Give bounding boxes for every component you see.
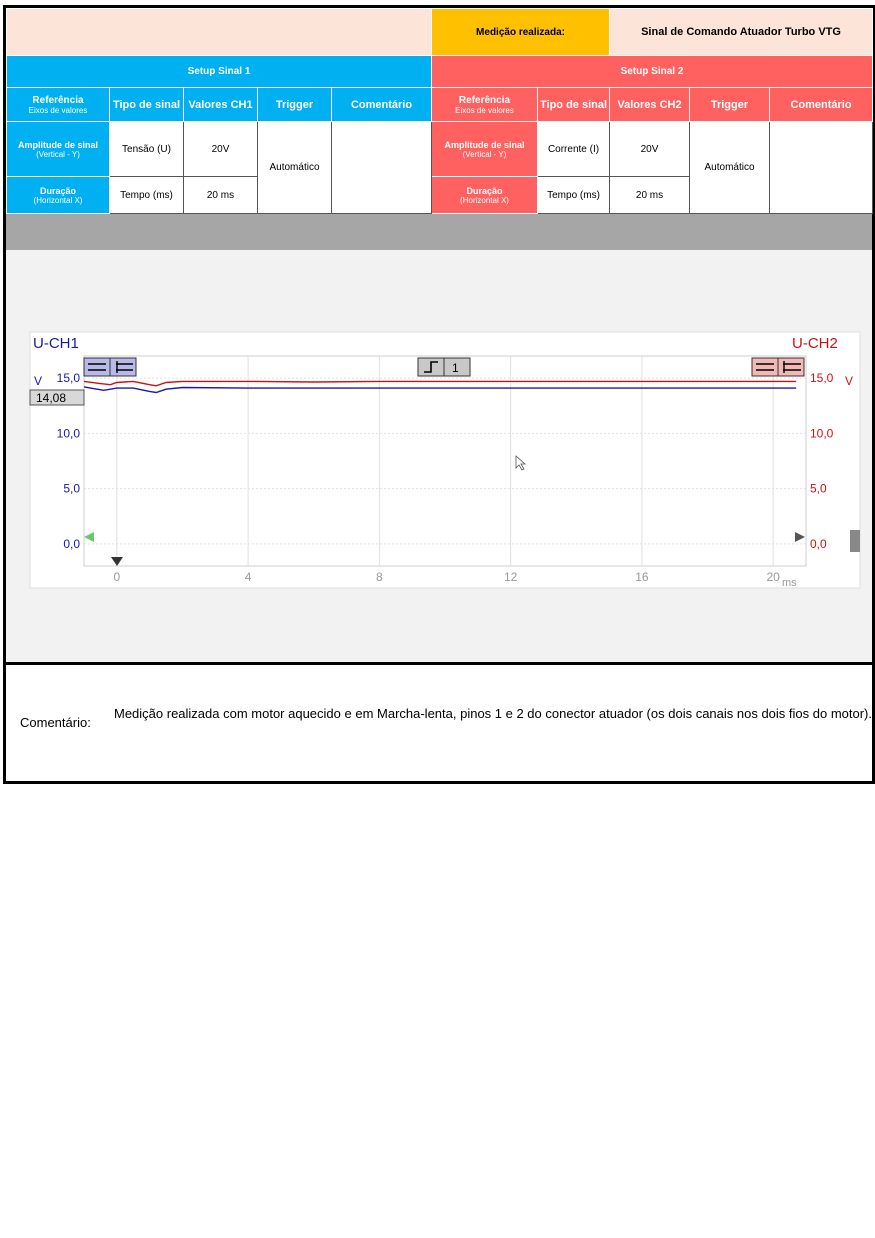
setup1-col-ref-label: Referência bbox=[32, 94, 84, 106]
scope-area bbox=[6, 250, 872, 662]
ch1-unit: V bbox=[34, 374, 43, 388]
ch2-unit: V bbox=[845, 374, 854, 388]
setup1-trigger-value: Automático bbox=[258, 122, 332, 214]
setup2-col-values: Valores CH2 bbox=[610, 88, 690, 122]
x-tick-label: 20 bbox=[766, 570, 780, 584]
measurement-value: Sinal de Comando Atuador Turbo VTG bbox=[610, 9, 873, 56]
y-left-tick-label: 10,0 bbox=[56, 426, 80, 441]
setup1-comment-value bbox=[332, 122, 432, 214]
measurement-label: Medição realizada: bbox=[432, 9, 610, 56]
setup2-row2-ref-sub: (Horizontal X) bbox=[460, 195, 509, 205]
comment-label: Comentário: bbox=[20, 715, 91, 730]
x-tick-label: 4 bbox=[244, 570, 252, 584]
ch2-toolbar[interactable] bbox=[752, 358, 804, 376]
trigger-toolbar[interactable] bbox=[418, 358, 470, 376]
setup2-row1-ref-sub: (Vertical - Y) bbox=[462, 149, 507, 159]
trigger-channel[interactable]: 1 bbox=[452, 361, 459, 375]
setup2-row2-ref bbox=[432, 177, 538, 214]
x-tick-label: 12 bbox=[503, 570, 518, 584]
setup1-col-comment: Comentário bbox=[332, 88, 432, 122]
header-blank bbox=[7, 9, 432, 56]
setup1-col-type: Tipo de sinal bbox=[110, 88, 184, 122]
oscilloscope-chart[interactable] bbox=[6, 250, 872, 662]
setup2-row2-ref-label: Duração bbox=[466, 185, 503, 196]
y-right-tick-label: 10,0 bbox=[810, 426, 834, 441]
x-tick-label: 8 bbox=[376, 570, 383, 584]
setup1-col-values: Valores CH1 bbox=[184, 88, 258, 122]
setup-table bbox=[6, 8, 873, 214]
setup2-row1-ref-label: Amplitude de sinal bbox=[444, 139, 525, 150]
setup1-row2-ref bbox=[7, 177, 110, 214]
comment-section bbox=[6, 662, 872, 777]
setup2-row1-ref bbox=[432, 122, 538, 177]
setup1-col-trigger: Trigger bbox=[258, 88, 332, 122]
setup2-trigger-value: Automático bbox=[690, 122, 770, 214]
setup1-col-ref-sub: Eixos de valores bbox=[28, 105, 88, 115]
setup2-col-ref bbox=[432, 88, 538, 122]
setup2-col-trigger: Trigger bbox=[690, 88, 770, 122]
setup1-row2-type: Tempo (ms) bbox=[110, 177, 184, 214]
x-tick-label: 16 bbox=[635, 570, 649, 584]
ch2-label: U-CH2 bbox=[792, 335, 838, 352]
report-frame bbox=[3, 5, 875, 784]
ch1-label: U-CH1 bbox=[33, 335, 79, 352]
y-right-tick-label: 15,0 bbox=[810, 371, 834, 386]
cursor-readout[interactable] bbox=[30, 390, 84, 405]
side-panel-handle[interactable] bbox=[850, 530, 860, 552]
setup2-col-ref-sub: Eixos de valores bbox=[455, 105, 514, 115]
x-tick-label: 0 bbox=[113, 570, 121, 584]
setup1-row2-value: 20 ms bbox=[184, 177, 258, 214]
setup1-row2-ref-sub: (Horizontal X) bbox=[33, 195, 83, 205]
setup1-row2-ref-label: Duração bbox=[39, 185, 76, 196]
y-left-tick-label: 0,0 bbox=[63, 536, 80, 551]
ch1-toolbar[interactable] bbox=[84, 358, 136, 376]
setup2-col-type: Tipo de sinal bbox=[538, 88, 610, 122]
cursor-value: 14,08 bbox=[36, 391, 67, 405]
setup1-row1-type: Tensão (U) bbox=[110, 122, 184, 177]
setup2-row2-type: Tempo (ms) bbox=[538, 177, 610, 214]
setup2-col-comment: Comentário bbox=[770, 88, 873, 122]
setup2-title: Setup Sinal 2 bbox=[432, 56, 873, 88]
x-unit-label: ms bbox=[782, 577, 797, 589]
y-left-tick-label: 5,0 bbox=[63, 481, 80, 496]
setup1-col-ref bbox=[7, 88, 110, 122]
comment-text: Medição realizada com motor aquecido e em Marcha-lenta, pinos 1 e 2 do conector atuador (os dois canais nos dois fios do motor). bbox=[113, 706, 872, 721]
setup2-col-ref-label: Referência bbox=[458, 94, 511, 106]
y-right-tick-label: 5,0 bbox=[810, 481, 827, 496]
setup1-row1-ref bbox=[7, 122, 110, 177]
setup2-row1-value: 20V bbox=[610, 122, 690, 177]
setup2-row2-value: 20 ms bbox=[610, 177, 690, 214]
setup1-row1-value: 20V bbox=[184, 122, 258, 177]
setup1-row1-ref-label: Amplitude de sinal bbox=[17, 139, 98, 150]
setup2-row1-type: Corrente (I) bbox=[538, 122, 610, 177]
y-left-tick-label: 15,0 bbox=[56, 371, 80, 386]
y-right-tick-label: 0,0 bbox=[810, 536, 827, 551]
setup1-title: Setup Sinal 1 bbox=[7, 56, 432, 88]
setup1-row1-ref-sub: (Vertical - Y) bbox=[36, 149, 80, 159]
setup2-comment-value bbox=[770, 122, 873, 214]
separator-band bbox=[6, 214, 872, 250]
